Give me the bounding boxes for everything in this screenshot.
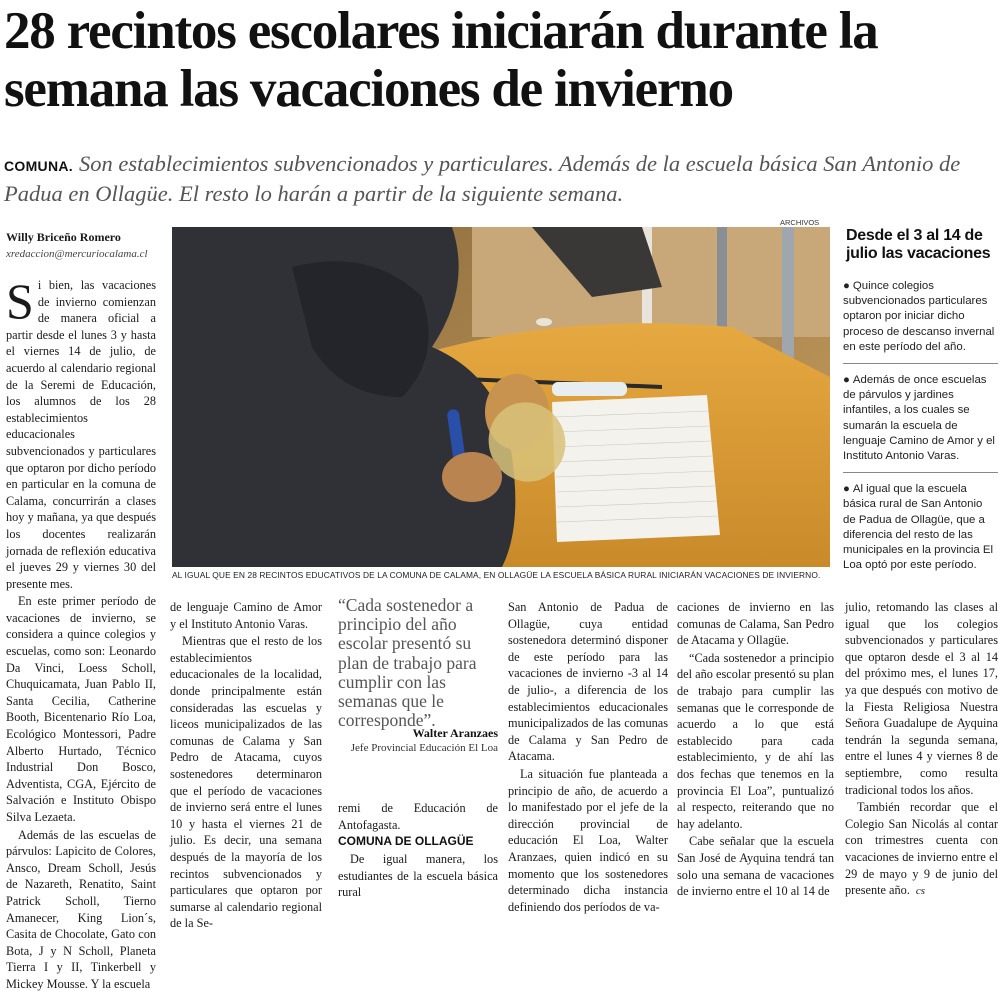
classroom-photo-illustration <box>172 227 830 567</box>
paragraph: Además de las escuelas de párvulos: Lapicito de Colores, Ansco, Dream Scholl, Jesús de Nazareth, Renatito, Saint Patrick Scholl, Tierno Amanecer, King Lion´s, Casita de Chocolate, Gato con Bota, J y N Scholl, Planeta Tierra I y II, Tinkerbell y Mickey Mousse. Y la escuela <box>6 827 156 991</box>
deck <box>4 150 999 207</box>
paragraph: San Antonio de Padua de Ollagüe, cuya entidad sostenedora determinó disponer de este período para las vacaciones de invierno -3 al 14 de julio-, a diferencia de los establecimientos educacionales municipalizados de las comunas de Calama y San Pedro de Atacama. <box>508 600 668 764</box>
byline-email: xredaccion@mercuriocalama.cl <box>6 248 148 260</box>
article-column-6 <box>845 599 998 901</box>
paragraph: La situación fue planteada a principio de año, de acuerdo a lo manifestado por el jefe de la dirección provincial de educación El Loa, Walter Aranzaes, quien indicó en su momento que los sostenedores determinado dicha instancia definiendo dos períodos de va- <box>508 766 668 914</box>
deck-text: Son establecimientos subvencionados y particulares. Además de la escuela básica San Antonio de Padua en Ollagüe. El resto lo harán a partir de la siguiente semana. <box>4 151 961 206</box>
drop-cap: S <box>6 273 34 329</box>
article-photo <box>172 227 830 567</box>
paragraph: remi de Educación de Antofagasta. <box>338 801 498 832</box>
paragraph: caciones de invierno en las comunas de Calama, San Pedro de Atacama y Ollagüe. <box>677 600 834 648</box>
paragraph: de lenguaje Camino de Amor y el Instituto Antonio Varas. <box>170 600 322 631</box>
bullet-icon: ● <box>843 483 850 496</box>
author-signature: cs <box>915 885 926 898</box>
article-column-3-bottom <box>338 851 498 902</box>
photo-caption: AL IGUAL QUE EN 28 RECINTOS EDUCATIVOS DE LA COMUNA DE CALAMA, EN OLLAGÜE LA ESCUELA BÁSICA RURAL INICIARÁN VACACIONES DE INVIERNO. <box>172 570 821 580</box>
paragraph: julio, retomando las clases al igual que los colegios subvencionados y particulares que optaron desde el 3 al 14 del próximo mes, el lunes 17, ya que después con motivo de la Fiesta Religiosa Nuestra Señora Guadalupe de Ayquina tendrán la segunda semana, entre el lunes 4 y viernes 8 de septiembre, como resulta tradicional todos los años. <box>845 600 998 797</box>
paragraph: Cabe señalar que la escuela San José de Ayquina tendrá tan solo una semana de vacaciones de invierno entre el 10 al 14 de <box>677 834 834 899</box>
paragraph: En este primer período de vacaciones de invierno, se considera a quince colegios y escuelas, como son: Leonardo Da Vinci, Loess Scholl, Chuquicamata, Juan Pablo II, Santa Cecilia, Catherine Booth, Bicentenario Río Loa, Ecológico Montessori, Padre Alberto Hurtado, Técnico Industrial Don Bosco, Adventista, CGA, Ejército de Salvación e Instituto Obispo Silva Lezaeta. <box>6 594 156 824</box>
photo-credit: ARCHIVOS <box>780 218 820 227</box>
article-column-3-top <box>338 800 498 834</box>
sidebar-bullet: ● Además de once escuelas de párvulos y jardines infantiles, a los cuales se sumarán la escuela de lenguaje Camino de Amor y el Instituto Antonio Varas. <box>843 373 998 473</box>
sidebar-bullet: ● Al igual que la escuela básica rural de San Antonio de Padua de Ollagüe, que a diferencia del resto de las municipales en la provincia El Loa optó por este período. <box>843 483 994 572</box>
article-column-1 <box>6 273 156 994</box>
lead-paragraph: Si bien, las vacaciones de invierno comienzan de manera oficial a partir desde el lunes 3 y hasta el viernes 14 de julio, de acuerdo al calendario regional de la Seremi de Educación, los alumnos de los 28 establecimientos educacionales subvencionados y particulares que optaron por dicho período en particular en la comuna de Calama, concurrirán a clases hoy y mañana, ya que después los docentes realizarán jornada de reflexión educativa el jueves 29 y viernes 30 del presente mes. <box>6 273 156 591</box>
bullet-icon: ● <box>843 280 850 292</box>
article-column-4 <box>508 599 668 916</box>
sidebar-title: Desde el 3 al 14 de julio las vacaciones <box>846 227 991 262</box>
pull-quote: “Cada sostenedor a principio del año escolar presentó su plan de trabajo para cumplir con las semanas que le corresponde”. <box>338 595 477 731</box>
bullet-icon: ● <box>843 374 850 387</box>
deck-kicker: COMUNA. <box>4 158 73 174</box>
headline: 28 recintos escolares iniciarán durante la semana las vacaciones de invierno <box>4 2 878 118</box>
pull-quote-name: Walter Aranzaes <box>412 726 498 740</box>
article-column-2 <box>170 599 322 933</box>
paragraph: “Cada sostenedor a principio del año escolar presentó su plan de trabajo para cumplir las semanas que le corresponde de acuerdo a lo que está establecido para cada establecimiento, y de ahí las dos fechas que tenemos en la provincia El Loa”, puntualizó al respecto, reiterando que no hay adelanto. <box>677 650 834 831</box>
sidebar-bullet-list <box>843 279 998 590</box>
paragraph: Mientras que el resto de los establecimientos educacionales de la localidad, donde principalmente están consideradas las escuelas y liceos municipalizados de las comunas de Calama y San Pedro de Atacama, cuyos sostenedores determinaron que el período de vacaciones de invierno será entre el lunes 10 y hasta el viernes 21 de julio. Es decir, una semana después de la mayoría de los recintos subvencionados y particulares que optaron por sumarse al calendario regional de la Se- <box>170 634 322 931</box>
paragraph: También recordar que el Colegio San Nicolás al contar con trimestres cuenta con vacaciones de invierno entre el 29 de mayo y 9 de junio del presente año. cs <box>845 800 998 898</box>
paragraph: De igual manera, los estudiantes de la escuela básica rural <box>338 852 498 900</box>
section-subhead: COMUNA DE OLLAGÜE <box>338 834 474 848</box>
sidebar-bullet: ● Quince colegios subvencionados particulares optaron por iniciar dicho proceso de descanso invernal en este período del año. <box>843 279 998 364</box>
pull-quote-role: Jefe Provincial Educación El Loa <box>350 742 498 754</box>
article-column-5 <box>677 599 834 901</box>
byline-author: Willy Briceño Romero <box>6 230 121 244</box>
